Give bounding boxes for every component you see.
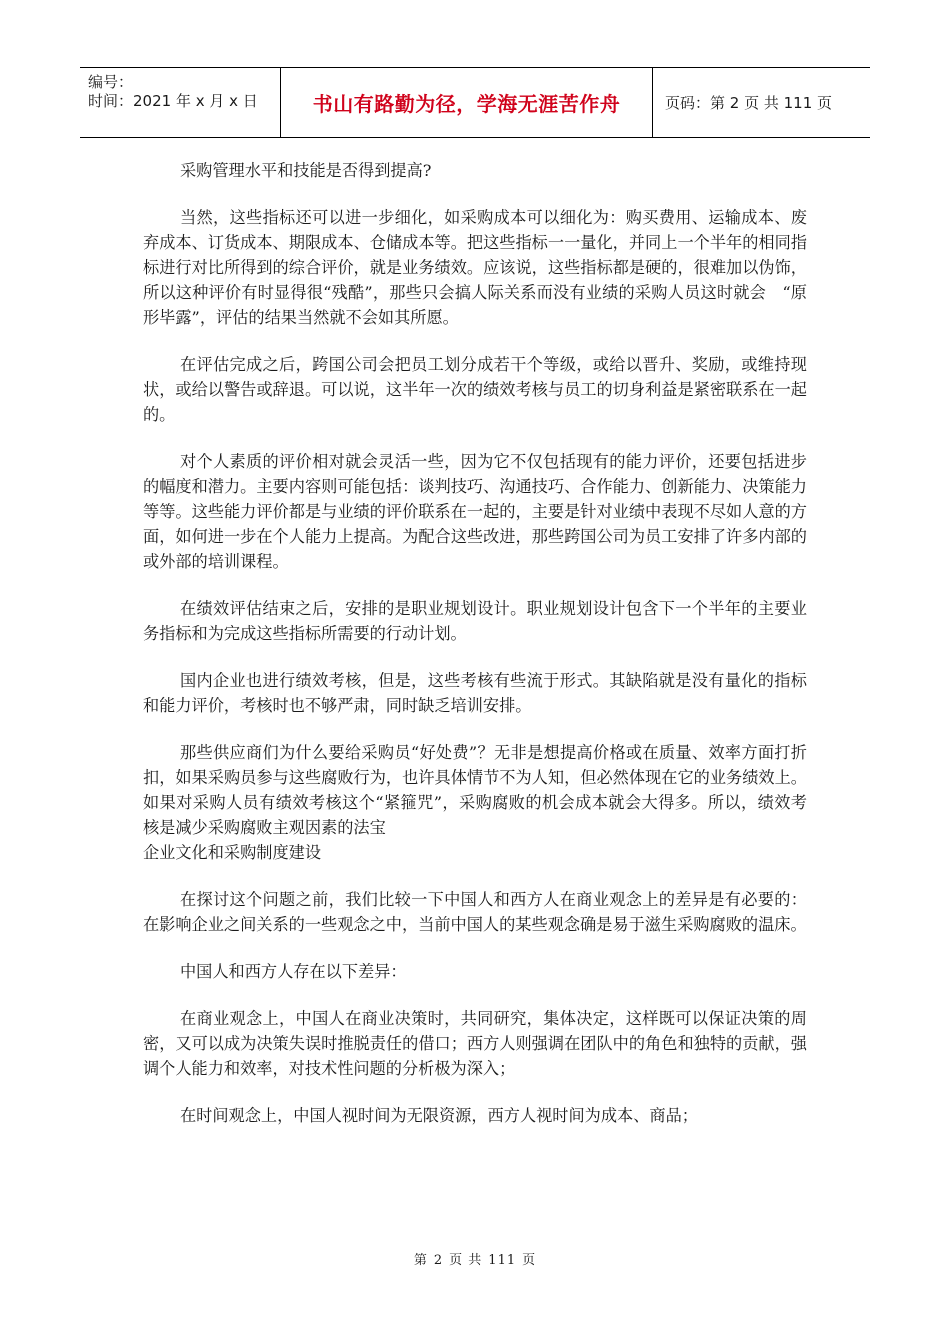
footer-prefix: 第 <box>413 1253 428 1268</box>
footer-page-number: 2 <box>433 1253 444 1268</box>
page-header <box>80 67 870 138</box>
footer-total-pages: 111 <box>488 1253 517 1268</box>
document-date: 时间：2021 年 x 月 x 日 <box>88 92 258 110</box>
header-meta <box>80 68 281 137</box>
paragraph: 当然，这些指标还可以进一步细化，如采购成本可以细化为：购买费用、运输成本、废弃成本、订货成本、期限成本、仓储成本等。把这些指标一一量化，并同上一个半年的相同指标进行对比所得到的综合评价，就是业务绩效。应该说，这些指标都是硬的，很难加以伪饰，所以这种评价有时显得很“残酷”，那些只会搞人际关系而没有业绩的采购人员这时就会 “原形毕露”，评估的结果当然就不会如其所愿。 <box>143 208 807 327</box>
paragraph: 那些供应商们为什么要给采购员“好处费”？无非是想提高价格或在质量、效率方面打折扣，如果采购员参与这些腐败行为，也许具体情节不为人知，但必然体现在它的业务绩效上。如果对采购人员有绩效考核这个“紧箍咒”，采购腐败的机会成本就会大得多。所以，绩效考核是减少采购腐败主观因素的法宝 <box>143 743 807 837</box>
paragraph: 国内企业也进行绩效考核，但是，这些考核有些流于形式。其缺陷就是没有量化的指标和能力评价，考核时也不够严肃，同时缺乏培训安排。 <box>143 671 807 715</box>
paragraph: 在评估完成之后，跨国公司会把员工划分成若干个等级，或给以晋升、奖励，或维持现状，或给以警告或辞退。可以说，这半年一次的绩效考核与员工的切身利益是紧密联系在一起的。 <box>143 355 807 424</box>
paragraph: 对个人素质的评价相对就会灵活一些，因为它不仅包括现有的能力评价，还要包括进步的幅度和潜力。主要内容则可能包括：谈判技巧、沟通技巧、合作能力、创新能力、决策能力等等。这些能力评价都是与业绩的评价联系在一起的，主要是针对业绩中表现不尽如人意的方面，如何进一步在个人能力上提高。为配合这些改进，那些跨国公司为员工安排了许多内部的或外部的培训课程。 <box>143 452 807 571</box>
paragraph: 采购管理水平和技能是否得到提高? <box>180 161 432 180</box>
footer-mid: 页 共 <box>449 1253 483 1268</box>
paragraph: 在时间观念上，中国人视时间为无限资源，西方人视时间为成本、商品； <box>180 1106 698 1125</box>
section-heading: 企业文化和采购制度建设 <box>143 843 322 862</box>
paragraph: 中国人和西方人存在以下差异： <box>180 962 407 981</box>
document-number-label: 编号： <box>88 73 134 91</box>
footer-suffix: 页 <box>522 1253 537 1268</box>
paragraph: 在绩效评估结束之后，安排的是职业规划设计。职业规划设计包含下一个半年的主要业务指标和为完成这些指标所需要的行动计划。 <box>143 599 807 643</box>
paragraph: 在探讨这个问题之前，我们比较一下中国人和西方人在商业观念上的差异是有必要的：在影响企业之间关系的一些观念之中，当前中国人的某些观念确是易于滋生采购腐败的温床。 <box>143 890 807 934</box>
header-motto: 书山有路勤为径，学海无涯苦作舟 <box>281 68 653 137</box>
document-body <box>143 158 807 1150</box>
page-footer <box>0 1249 950 1268</box>
header-page-info: 页码：第 2 页 共 111 页 <box>665 94 833 112</box>
paragraph: 在商业观念上，中国人在商业决策时，共同研究，集体决定，这样既可以保证决策的周密，又可以成为决策失误时推脱责任的借口；西方人则强调在团队中的角色和独特的贡献，强调个人能力和效率，对技术性问题的分析极为深入； <box>143 1009 807 1078</box>
